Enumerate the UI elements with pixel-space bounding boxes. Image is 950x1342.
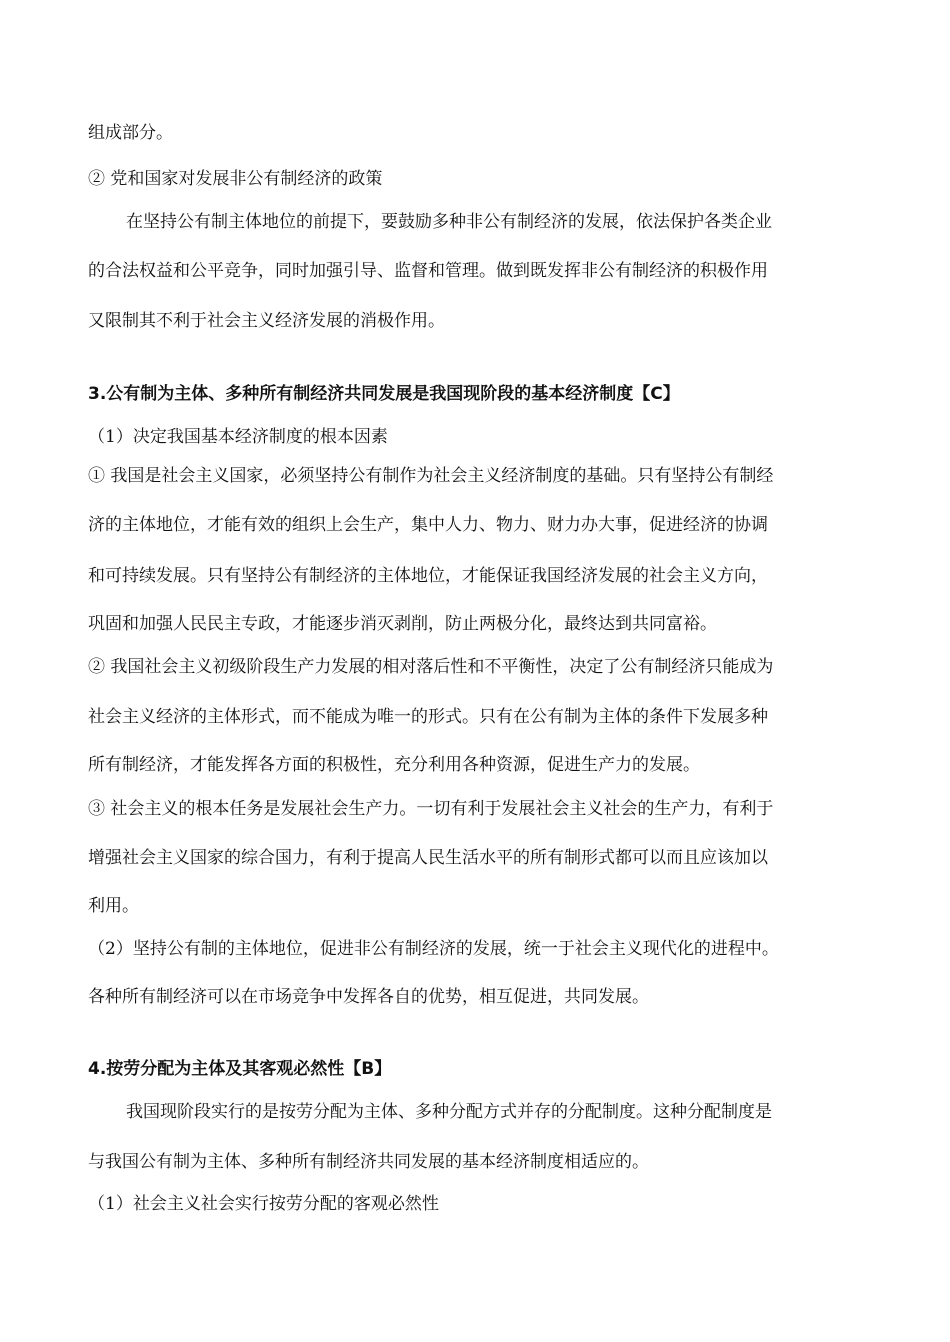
section-heading: 4.按劳分配为主体及其客观必然性【B】 — [88, 1059, 392, 1079]
paragraph-line: 和可持续发展。只有坚持公有制经济的主体地位，才能保证我国经济发展的社会主义方向， — [88, 566, 768, 586]
subsection-heading: （1）社会主义社会实行按劳分配的客观必然性 — [88, 1194, 439, 1214]
paragraph-line: ③ 社会主义的根本任务是发展社会生产力。一切有利于发展社会主义社会的生产力，有利于 — [88, 799, 774, 819]
paragraph-line: 又限制其不利于社会主义经济发展的消极作用。 — [88, 311, 445, 331]
paragraph-line: 各种所有制经济可以在市场竞争中发挥各自的优势，相互促进，共同发展。 — [88, 987, 649, 1007]
paragraph-line: 增强社会主义国家的综合国力，有利于提高人民生活水平的所有制形式都可以而且应该加以 — [88, 848, 768, 868]
paragraph-line: 我国现阶段实行的是按劳分配为主体、多种分配方式并存的分配制度。这种分配制度是 — [126, 1102, 772, 1122]
paragraph-line: 所有制经济，才能发挥各方面的积极性，充分利用各种资源，促进生产力的发展。 — [88, 755, 700, 775]
paragraph-line: 与我国公有制为主体、多种所有制经济共同发展的基本经济制度相适应的。 — [88, 1152, 649, 1172]
paragraph-line: ② 我国社会主义初级阶段生产力发展的相对落后性和不平衡性，决定了公有制经济只能成为 — [88, 657, 774, 677]
paragraph-line: 的合法权益和公平竞争，同时加强引导、监督和管理。做到既发挥非公有制经济的积极作用 — [88, 261, 768, 281]
paragraph-line: ① 我国是社会主义国家，必须坚持公有制作为社会主义经济制度的基础。只有坚持公有制经 — [88, 466, 774, 486]
paragraph-line: 济的主体地位，才能有效的组织上会生产，集中人力、物力、财力办大事，促进经济的协调 — [88, 515, 768, 535]
paragraph-line: 社会主义经济的主体形式，而不能成为唯一的形式。只有在公有制为主体的条件下发展多种 — [88, 707, 768, 727]
paragraph-line: 在坚持公有制主体地位的前提下，要鼓励多种非公有制经济的发展，依法保护各类企业 — [126, 212, 772, 232]
subsection-heading: （1）决定我国基本经济制度的根本因素 — [88, 427, 388, 447]
section-heading: 3.公有制为主体、多种所有制经济共同发展是我国现阶段的基本经济制度【C】 — [88, 384, 680, 404]
subsection-heading: （2）坚持公有制的主体地位，促进非公有制经济的发展，统一于社会主义现代化的进程中。 — [88, 939, 779, 959]
paragraph-line: ② 党和国家对发展非公有制经济的政策 — [88, 169, 383, 189]
paragraph-line: 组成部分。 — [88, 123, 173, 143]
paragraph-line: 巩固和加强人民民主专政，才能逐步消灭剥削，防止两极分化，最终达到共同富裕。 — [88, 614, 717, 634]
paragraph-line: 利用。 — [88, 896, 139, 916]
